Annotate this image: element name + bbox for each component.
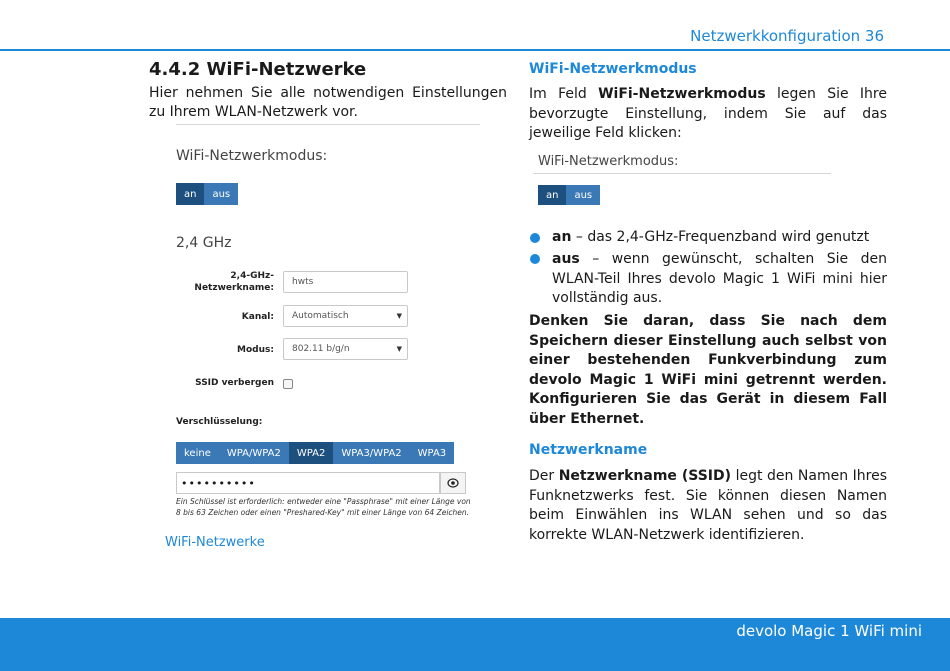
encryption-option-wpa3-wpa2[interactable]: WPA3/WPA2 [333,442,409,464]
bullet-icon [530,254,540,264]
mini-wifi-mode-off-button[interactable]: aus [566,185,600,205]
wifi-mode-paragraph-bold: WiFi-Netzwerkmodus [598,86,766,102]
encryption-option-none[interactable]: keine [176,442,219,464]
figure-caption: WiFi-Netzwerke [165,535,265,550]
bullet-icon [530,233,540,243]
page-footer [0,618,950,671]
encryption-options[interactable] [176,442,454,464]
encryption-label: Verschlüsselung: [176,417,263,427]
channel-select-value: Automatisch [292,311,349,321]
ssid-input[interactable]: hwts [283,271,408,293]
channel-label: Kanal: [241,312,274,322]
mini-screenshot-divider [533,173,831,174]
heading-network-name: Netzwerkname [529,442,648,458]
ssid-label-line2: Netzwerkname: [194,283,274,293]
eye-icon [447,478,459,488]
mini-wifi-mode-label: WiFi-Netzwerkmodus: [538,154,679,169]
ssid-hide-checkbox[interactable] [283,379,293,389]
mode-select-value: 802.11 b/g/n [292,344,350,354]
band-label: 2,4 GHz [176,235,232,251]
wifi-mode-paragraph-post: legen Sie Ihre bevorzugte Einstellung, indem Sie auf das jeweilige Feld klicken: [529,86,887,141]
warning-paragraph: Denken Sie daran, dass Sie nach dem Speichern dieser Einstellung auch selbst von einer bestehenden Funkverbindung zum devolo Magic 1 WiFi mini getrennt werden. Konfigurieren Sie das Gerät in diesem Fall über Ethernet. [529,313,887,427]
footer-product-name: devolo Magic 1 WiFi mini [736,622,922,640]
bullet-an [552,228,887,248]
network-name-paragraph-bold: Netzwerkname (SSID) [558,468,732,484]
network-name-paragraph [529,467,887,545]
header-divider [0,49,950,51]
network-name-paragraph-pre: Der [529,468,559,484]
encryption-option-wpa3[interactable]: WPA3 [410,442,454,464]
mode-select[interactable] [283,338,408,360]
network-name-paragraph-post: legt den Namen Ihres Funknetzwerks fest. Sie können diesen Namen beim Einwählen ins WLAN sehen und so das korrekte WLAN-Netzwerk identifizieren. [529,468,887,543]
wifi-mode-off-button[interactable]: aus [204,183,238,205]
wifi-mode-paragraph-pre: Im Feld [529,86,599,102]
password-input[interactable]: •••••••••• [176,472,440,494]
show-password-button[interactable] [440,472,466,494]
encryption-option-wpa2[interactable]: WPA2 [289,442,333,464]
screenshot-divider [176,124,480,125]
mode-field-label: Modus: [237,345,274,355]
wifi-mode-paragraph [529,85,887,144]
chevron-down-icon: ▼ [396,345,402,353]
wifi-mode-on-button[interactable]: an [176,183,204,205]
channel-select[interactable] [283,305,408,327]
bullet-aus-text: – wenn gewünscht, schalten Sie den WLAN-Teil Ihres devolo Magic 1 WiFi mini hier vollständig aus. [552,251,887,306]
chevron-down-icon: ▼ [396,312,402,320]
section-title: 4.4.2 WiFi-Netzwerke [149,59,367,80]
wifi-mode-label: WiFi-Netzwerkmodus: [176,148,328,164]
intro-paragraph: Hier nehmen Sie alle notwendigen Einstellungen zu Ihrem WLAN-Netzwerk vor. [149,85,507,120]
bullet-aus-bold: aus [552,251,580,267]
encryption-option-wpa-wpa2[interactable]: WPA/WPA2 [219,442,289,464]
mini-wifi-mode-toggle[interactable] [538,185,600,205]
bullet-an-bold: an [552,229,572,245]
wifi-mode-toggle[interactable] [176,183,238,205]
encryption-note: Ein Schlüssel ist erforderlich: entweder eine "Passphrase" mit einer Länge von 8 bis 63 Zeichen oder einen "Preshared-Key" mit einer Länge von 64 Zeichen. [176,497,471,517]
bullet-an-text: – das 2,4-GHz-Frequenzband wird genutzt [571,229,870,245]
mini-wifi-mode-on-button[interactable]: an [538,185,566,205]
ssid-hide-label: SSID verbergen [195,378,274,388]
ssid-label-line1: 2,4-GHz- [230,271,274,281]
heading-wifi-mode: WiFi-Netzwerkmodus [529,61,697,77]
page-header-title: Netzwerkkonfiguration 36 [690,27,884,45]
bullet-aus [552,250,887,309]
ssid-label [176,270,274,294]
